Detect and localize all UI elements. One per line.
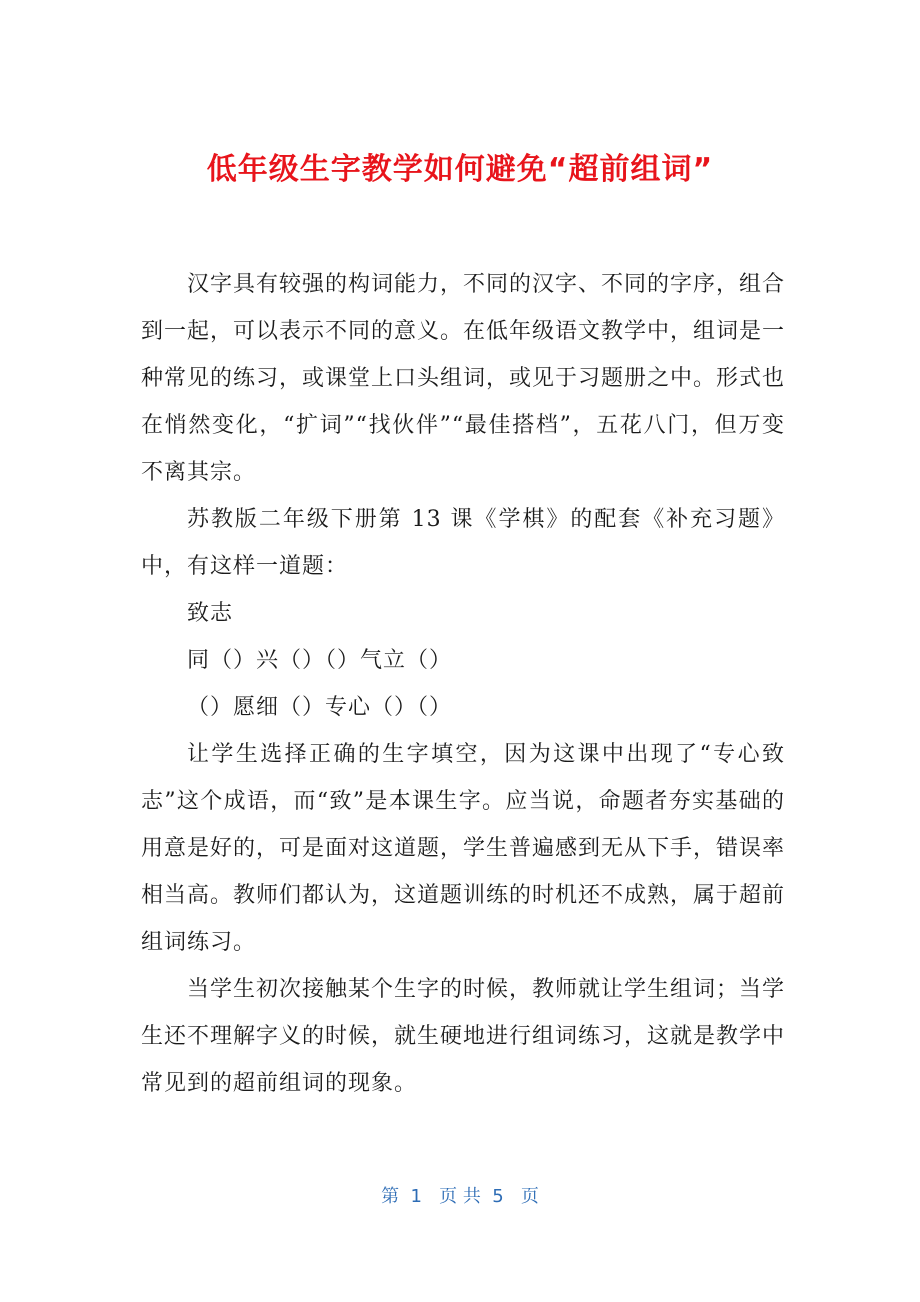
document-title: 低年级生字教学如何避免“超前组词” bbox=[206, 152, 714, 187]
paragraph-exercise-source: 苏教版二年级下册第 13 课《学棋》的配套《补充习题》中，有这样一道题： bbox=[141, 507, 785, 579]
exercise-line-1: 致志 bbox=[187, 601, 234, 626]
exercise-line-3: （）愿细（）专心（）（） bbox=[187, 695, 453, 720]
paragraph-conclusion: 当学生初次接触某个生字的时候，教师就让学生组词；当学生还不理解字义的时候，就生硬地进行组词练习，这就是教学中常见到的超前组词的现象。 bbox=[141, 977, 786, 1096]
document-body bbox=[141, 261, 785, 1107]
exercise-line-2: 同（）兴（）（）气立（） bbox=[187, 648, 453, 673]
page-number-footer: 第 1 页 共 5 页 bbox=[381, 1186, 539, 1207]
paragraph-analysis: 让学生选择正确的生字填空，因为这课中出现了“专心致志”这个成语，而“致”是本课生字。应当说，命题者夯实基础的用意是好的，可是面对这道题，学生普遍感到无从下手，错误率相当高。教师们都认为，这道题训练的时机还不成熟，属于超前组词练习。 bbox=[141, 742, 786, 955]
paragraph-intro: 汉字具有较强的构词能力，不同的汉字、不同的字序，组合到一起，可以表示不同的意义。在低年级语文教学中，组词是一种常见的练习，或课堂上口头组词，或见于习题册之中。形式也在悄然变化，“扩词”“找伙伴”“最佳搭档”，五花八门，但万变不离其宗。 bbox=[141, 272, 786, 485]
